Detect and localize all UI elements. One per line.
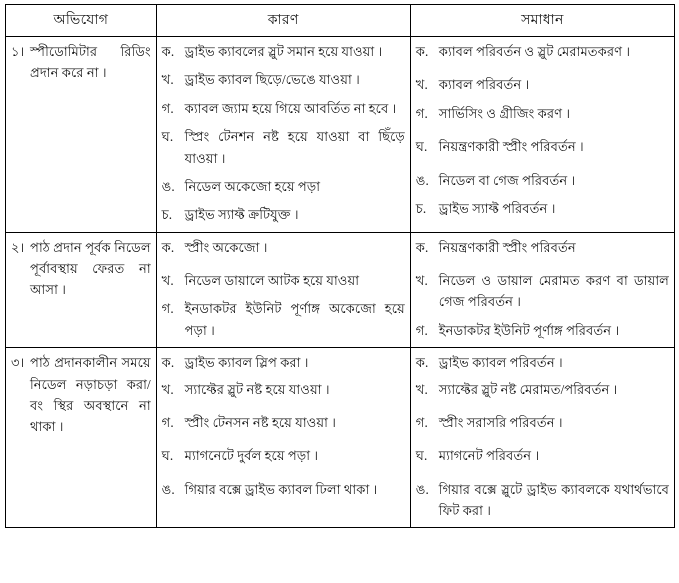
item-marker: গ. [161, 100, 174, 116]
list-item [162, 270, 405, 291]
item-marker: ঘ. [161, 448, 174, 464]
item-marker: ঙ. [161, 178, 175, 194]
table-header-row [6, 5, 675, 37]
item-marker: গ. [161, 414, 174, 430]
item-text: ম্যাগনেট পরিবর্তন । [438, 448, 540, 464]
item-marker: ক. [415, 44, 429, 59]
item-text: ড্রাইভ ক্যাবল পরিবর্তন । [438, 355, 563, 371]
list-item [416, 74, 669, 95]
item-marker: ঙ. [161, 481, 175, 497]
item-text: ড্রাইভ ক্যাবল ছিড়ে/ভেঙে যাওয়া । [184, 72, 360, 88]
item-text: স্প্রীং অকেজো । [184, 239, 268, 255]
item-text: গিয়ার বক্সে স্লুটে ড্রাইভ ক্যাবলকে যথার্থভাবে ফিট করা । [438, 481, 669, 518]
row-number: ২। [11, 239, 25, 255]
list-item [416, 320, 669, 341]
item-text: সার্ভিসিং ও গ্রীজিং করণ । [438, 105, 571, 121]
troubleshooting-table [5, 4, 675, 528]
item-marker: ক. [161, 239, 175, 255]
item-text: ড্রাইভ স্যাফ্ট ক্রটিযুক্ত । [184, 207, 299, 223]
item-marker: খ. [161, 72, 174, 88]
list-item [416, 198, 669, 219]
list-item [162, 204, 405, 225]
problem-text: পাঠ প্রদান পূর্বক নিডেল পূর্বাবস্থায় ফেরত না আসা । [30, 239, 151, 298]
item-marker: খ. [415, 77, 428, 93]
list-item [416, 412, 669, 433]
item-text: নিডেল ডায়ালে আটক হয়ে যাওয়া [184, 273, 360, 288]
column-header-problem: অভিযোগ [6, 5, 157, 37]
list-item [162, 126, 405, 169]
item-text: নিয়ন্ত্রণকারী স্প্রীং পরিবর্তন । [438, 139, 584, 155]
table-row [6, 348, 675, 528]
item-marker: ক. [415, 239, 429, 255]
list-item [416, 103, 669, 124]
item-marker: ঙ. [415, 172, 429, 188]
list-item [416, 479, 669, 522]
cell-solution [410, 37, 674, 233]
list-item [416, 136, 669, 157]
item-marker: চ. [161, 207, 173, 223]
item-marker: গ. [415, 322, 428, 338]
item-text: ক্যাবল পরিবর্তন । [438, 77, 530, 93]
row-number: ৩। [11, 355, 25, 371]
list-item [162, 412, 405, 433]
item-marker: চ. [415, 200, 427, 216]
list-item [162, 237, 405, 258]
list-item [162, 379, 405, 400]
list-item [162, 445, 405, 466]
item-marker: ঘ. [161, 129, 174, 145]
item-text: ইনডাকটর ইউনিট পূর্ণাঙ্গ অকেজো হয়ে পড়া । [184, 301, 405, 338]
item-marker: ক. [161, 44, 175, 59]
item-text: স্যাফ্টের স্লুট নষ্ট মেরামত/পরিবর্তন । [438, 381, 618, 397]
item-text: নিডেল ও ডায়াল মেরামত করণ বা ডায়াল গেজ পরিবর্তন । [438, 273, 669, 310]
list-item [162, 176, 405, 197]
list-item [416, 237, 669, 258]
cell-solution [410, 232, 674, 348]
list-item [162, 41, 405, 62]
item-text: নিডেল অকেজো হয়ে পড়া [184, 178, 321, 194]
list-item [416, 170, 669, 191]
problem-text: স্পীডোমিটার রিডিং প্রদান করে না । [30, 44, 151, 81]
item-marker: গ. [415, 414, 428, 430]
item-marker: ঘ. [415, 448, 428, 464]
list-item [416, 41, 669, 62]
item-text: স্প্রীং টেনসন নষ্ট হয়ে যাওয়া । [184, 414, 336, 430]
item-text: নিয়ন্ত্রণকারী স্প্রীং পরিবর্তন [438, 239, 576, 255]
cell-solution [410, 348, 674, 528]
item-marker: গ. [161, 301, 174, 317]
item-text: ড্রাইভ স্যাফ্ট পরিবর্তন । [438, 200, 556, 216]
problem-text: পাঠ প্রদানকালীন সময়ে নিডেল নড়াচড়া করা/বং স্থির অবস্থানে না থাকা । [30, 355, 151, 435]
list-item [162, 479, 405, 500]
list-item [416, 445, 669, 466]
item-text: স্প্রিং টেনশন নষ্ট হয়ে যাওয়া বা ছিঁড়ে যাওয়া । [184, 129, 405, 166]
item-text: ড্রাইভ ক্যাবলের স্লুট সমান হয়ে যাওয়া । [184, 44, 383, 59]
list-item [162, 98, 405, 119]
item-text: ইনডাকটর ইউনিট পূর্ণাঙ্গ পরিবর্তন । [438, 322, 620, 338]
cell-cause [156, 232, 410, 348]
list-item [416, 379, 669, 400]
cell-cause [156, 348, 410, 528]
list-item [162, 69, 405, 90]
table-header [6, 5, 675, 37]
item-marker: খ. [415, 273, 428, 288]
column-header-cause: কারণ [156, 5, 410, 37]
list-item [162, 352, 405, 373]
item-text: স্যাফ্টের স্লুট নষ্ট হয়ে যাওয়া । [184, 381, 330, 397]
column-header-solution: সমাধান [410, 5, 674, 37]
cell-cause [156, 37, 410, 233]
item-text: স্প্রীং সরাসরি পরিবর্তন । [438, 414, 563, 430]
table-row [6, 37, 675, 233]
item-marker: খ. [415, 381, 428, 397]
table-body [6, 37, 675, 528]
cell-problem [6, 37, 157, 233]
item-text: ড্রাইভ ক্যাবল স্লিপ করা । [184, 355, 309, 371]
item-marker: ক. [415, 355, 429, 371]
row-number: ১। [11, 44, 25, 59]
item-marker: ঘ. [415, 139, 428, 155]
item-text: নিডেল বা গেজ পরিবর্তন । [438, 172, 576, 188]
item-marker: গ. [415, 105, 428, 121]
item-text: ক্যাবল জ্যাম হয়ে গিয়ে আবর্তিত না হবে । [184, 100, 397, 116]
item-marker: ঙ. [415, 481, 429, 497]
item-marker: ক. [161, 355, 175, 371]
item-text: গিয়ার বক্সে ড্রাইভ ক্যাবল ঢিলা থাকা । [184, 481, 378, 497]
item-marker: খ. [161, 273, 174, 288]
item-marker: খ. [161, 381, 174, 397]
table-row [6, 232, 675, 348]
item-text: ম্যাগনেটে দুর্বল হয়ে পড়া । [184, 448, 319, 464]
list-item [162, 298, 405, 341]
item-text: ক্যাবল পরিবর্তন ও স্লুট মেরামতকরণ । [438, 44, 631, 59]
list-item [416, 352, 669, 373]
cell-problem [6, 348, 157, 528]
list-item [416, 270, 669, 313]
cell-problem [6, 232, 157, 348]
